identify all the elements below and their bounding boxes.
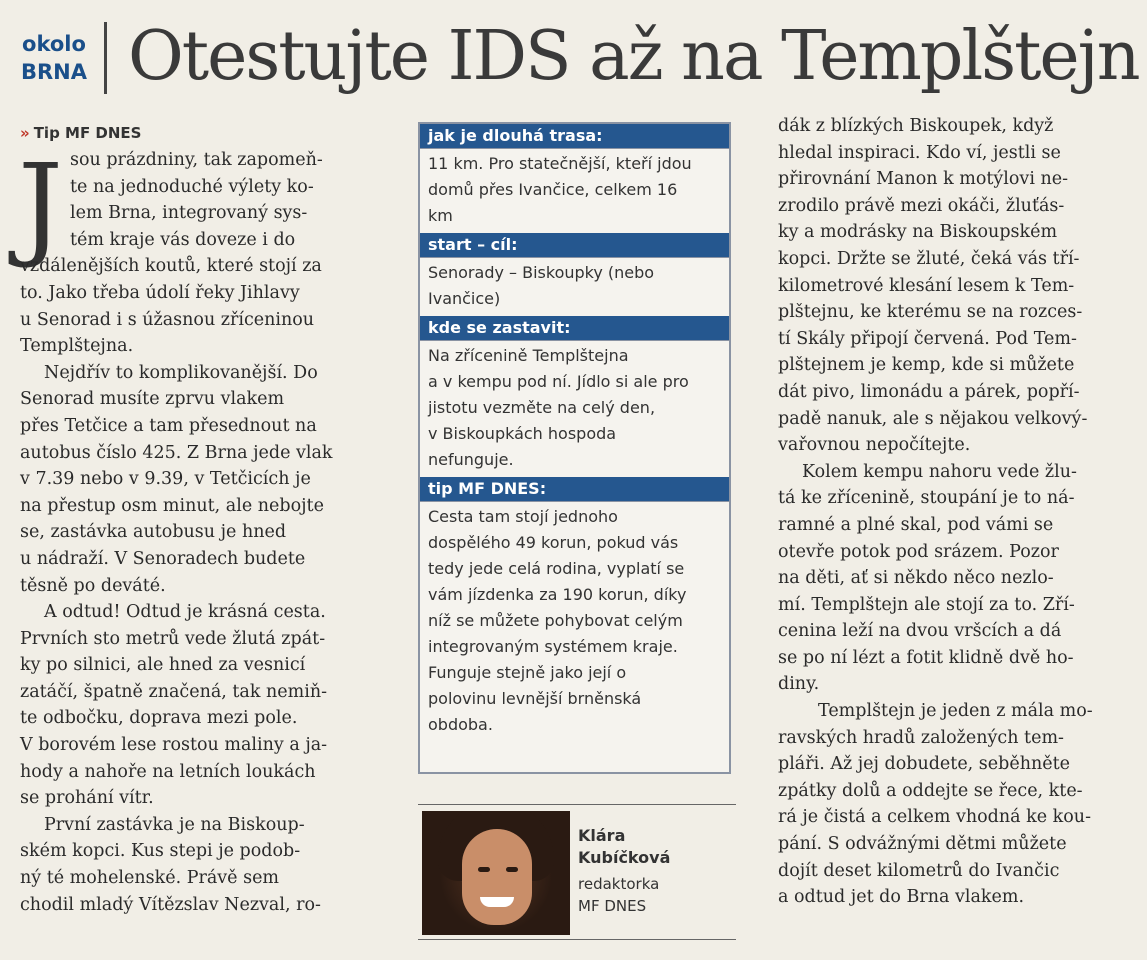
text-line: A odtud! Odtud je krásná cesta. <box>44 602 326 623</box>
text-line: se prohání vítr. <box>20 788 154 809</box>
info-box-line: polovinu levnější brněnská <box>428 689 642 708</box>
info-box-line: dospělého 49 korun, pokud vás <box>428 533 679 552</box>
text-line: hody a nahoře na letních loukách <box>20 761 316 782</box>
text-line: vařovnou nepočítejte. <box>778 435 971 456</box>
text-line: ském kopci. Kus stepi je podob- <box>20 841 301 862</box>
text-line: tá ke zřícenině, stoupání je to ná- <box>778 488 1075 509</box>
text-line: te na jednoduché výlety ko- <box>70 176 314 197</box>
text-line: diny. <box>778 674 820 695</box>
text-line: to. Jako třeba údolí řeky Jihlavy <box>20 282 300 303</box>
info-box-line: domů přes Ivančice, celkem 16 <box>428 180 678 199</box>
text-line: Templštejn je jeden z mála mo- <box>818 701 1093 722</box>
text-line: sou prázdniny, tak zapomeň- <box>70 150 323 170</box>
text-line: v 7.39 nebo v 9.39, v Tetčicích je <box>20 469 311 490</box>
text-line: ravských hradů založených tem- <box>778 727 1064 748</box>
rubric-divider <box>104 22 107 94</box>
text-line: kilometrové klesání lesem k Tem- <box>778 275 1075 296</box>
author-role <box>578 873 659 917</box>
text-line: Kolem kempu nahoru vede žlu- <box>802 461 1077 482</box>
text-line: zatáčí, špatně značená, tak nemiň- <box>20 681 328 702</box>
rubric <box>18 30 90 86</box>
text-line: tí Skály připojí červená. Pod Tem- <box>778 328 1077 349</box>
text-line: Prvních sto metrů vede žlutá zpát- <box>20 628 326 649</box>
text-line: otevře potok pod srázem. Pozor <box>778 541 1059 562</box>
author-box <box>418 804 736 940</box>
info-box-line: jistotu vezměte na celý den, <box>428 398 656 417</box>
article-column-1 <box>18 141 370 918</box>
text-line: pláři. Až jej dobudete, seběhněte <box>778 754 1070 775</box>
text-line: se po ní lézt a fotit klidně dvě ho- <box>778 647 1074 668</box>
info-box-heading: start – cíl: <box>420 233 729 257</box>
info-box-body <box>420 340 729 477</box>
text-line: dát pivo, limonádu a párek, popří- <box>778 381 1080 402</box>
author-photo <box>422 811 570 935</box>
info-box-heading: jak je dlouhá trasa: <box>420 124 729 148</box>
text-line: na děti, ať si někdo něco nezlo- <box>778 568 1054 589</box>
info-box-heading: kde se zastavit: <box>420 316 729 340</box>
text-line: cenina leží na dvou vršcích a dá <box>778 621 1062 642</box>
text-line: V borovém lese rostou maliny a ja- <box>20 735 328 756</box>
text-line: mí. Templštejn ale stojí za to. Zří- <box>778 594 1075 615</box>
headline: Otestujte IDS až na Templštejn <box>128 17 1139 96</box>
text-line: autobus číslo 425. Z Brna jede vlak <box>20 442 333 463</box>
text-line: hledal inspiraci. Kdo ví, jestli se <box>778 142 1061 163</box>
text-line: u Senorad i s úžasnou zříceninou <box>20 309 315 330</box>
arrow-icon: » <box>20 124 30 142</box>
rubric-line1: okolo <box>22 32 86 56</box>
text-line: tém kraje vás doveze i do <box>70 229 296 250</box>
text-line: te odbočku, doprava mezi pole. <box>20 708 298 729</box>
info-box-line: 11 km. Pro statečnější, kteří jdou <box>428 154 692 173</box>
info-box <box>418 122 731 774</box>
text-line: a odtud jet do Brna vlakem. <box>778 887 1025 908</box>
info-box-body <box>420 501 729 742</box>
text-line: ný té mohelenské. Právě sem <box>20 868 280 889</box>
text-line: se, zastávka autobusu je hned <box>20 522 287 543</box>
info-box-line: nefunguje. <box>428 450 514 469</box>
text-line: přirovnání Manon k motýlovi ne- <box>778 169 1069 190</box>
text-line: ramné a plné skal, pod vámi se <box>778 514 1054 535</box>
text-line: chodil mladý Vítězslav Nezval, ro- <box>20 894 321 915</box>
text-line: dák z blízkých Biskoupek, když <box>778 116 1054 136</box>
tip-label-text: Tip MF DNES <box>33 124 142 142</box>
author-role-paper: MF DNES <box>578 897 647 915</box>
text-line: plštejnu, ke kterému se na rozces- <box>778 302 1083 323</box>
drop-cap: J <box>18 141 63 271</box>
info-box-line: a v kempu pod ní. Jídlo si ale pro <box>428 372 689 391</box>
rubric-line2: BRNA <box>20 60 87 84</box>
author-last-name: Kubíčková <box>578 848 671 867</box>
text-line: Nejdřív to komplikovanější. Do <box>44 362 318 383</box>
text-line: rá je čistá a celkem vhodná ke kou- <box>778 807 1091 828</box>
text-line: První zastávka je na Biskoup- <box>44 814 305 835</box>
text-line: ky po silnici, ale hned za vesnicí <box>20 655 306 676</box>
info-box-line: Funguje stejně jako její o <box>428 663 627 682</box>
info-box-line: v Biskoupkách hospoda <box>428 424 617 443</box>
text-line: lem Brna, integrovaný sys- <box>70 203 308 224</box>
text-line: dojít deset kilometrů do Ivančic <box>778 860 1060 881</box>
info-box-line: integrovaným systémem kraje. <box>428 637 678 656</box>
info-box-line: níž se můžete pohybovat celým <box>428 611 683 630</box>
info-box-line: Na zřícenině Templštejna <box>428 346 629 365</box>
text-line: pání. S odvážnými dětmi můžete <box>778 834 1067 855</box>
info-box-line: obdoba. <box>428 715 493 734</box>
text-line: u nádraží. V Senoradech budete <box>20 548 306 569</box>
text-line: plštejnem je kemp, kde si můžete <box>778 355 1075 376</box>
text-line: vzdálenějších koutů, které stojí za <box>20 256 322 277</box>
text-line: Senorad musíte zprvu vlakem <box>20 389 285 410</box>
text-line: přes Tetčice a tam přesednout na <box>20 415 317 436</box>
author-first-name: Klára <box>578 826 626 845</box>
text-line: Templštejna. <box>20 336 134 357</box>
text-line: kopci. Držte se žluté, čeká vás tří- <box>778 248 1080 269</box>
author-role-title: redaktorka <box>578 875 660 893</box>
info-box-line: Ivančice) <box>428 289 501 308</box>
text-line: zrodilo právě mezi okáči, žluťás- <box>778 195 1065 216</box>
text-line: zpátky dolů a oddejte se řece, kte- <box>778 780 1083 801</box>
info-box-line: tedy jede celá rodina, vyplatí se <box>428 559 685 578</box>
text-line: těsně po deváté. <box>20 575 166 596</box>
info-box-line: Cesta tam stojí jednoho <box>428 507 618 526</box>
tip-label <box>20 124 142 142</box>
info-box-line: km <box>428 206 453 225</box>
info-box-line: vám jízdenka za 190 korun, díky <box>428 585 687 604</box>
author-name <box>578 825 670 869</box>
article-column-3 <box>778 113 1128 911</box>
text-line: padě nanuk, ale s nějakou velkový- <box>778 408 1088 429</box>
info-box-line: Senorady – Biskoupky (nebo <box>428 263 655 282</box>
text-line: ky a modrásky na Biskoupském <box>778 222 1058 243</box>
text-line: na přestup osm minut, ale nebojte <box>20 495 324 516</box>
info-box-body <box>420 148 729 233</box>
info-box-heading: tip MF DNES: <box>420 477 729 501</box>
info-box-body <box>420 257 729 316</box>
